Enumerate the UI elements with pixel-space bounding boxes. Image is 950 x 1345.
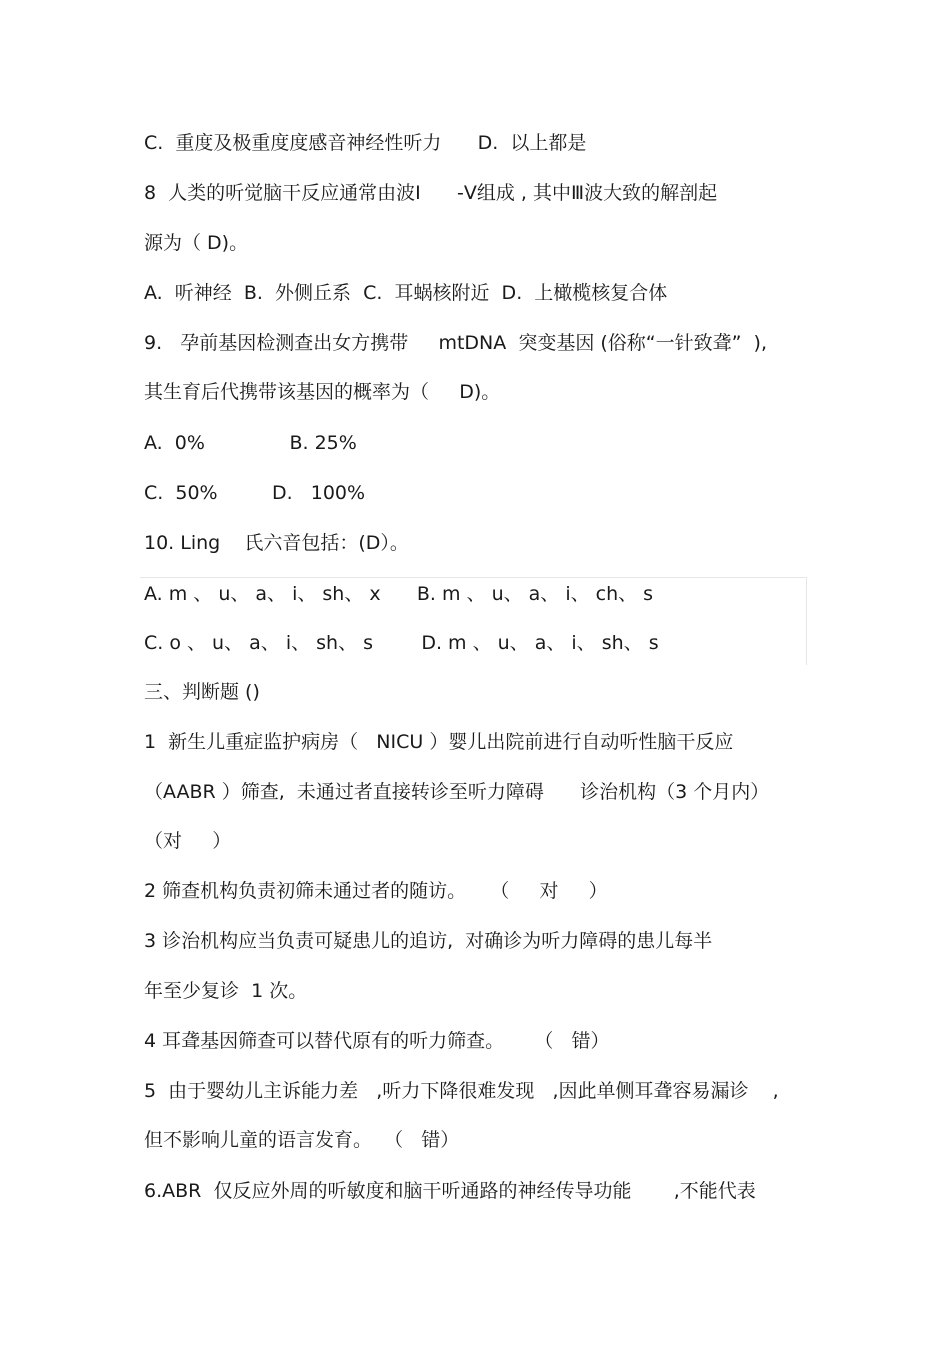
tf6-line1: 6.ABR 仅反应外周的听敏度和脑干听通路的神经传导功能 ,不能代表 — [144, 1180, 756, 1202]
tf1-line1: 1 新生儿重症监护病房（ NICU ）婴儿出院前进行自动听性脑干反应 — [144, 731, 734, 753]
q9-stem-line1: 9. 孕前基因检测查出女方携带 mtDNA 突变基因 (俗称“一针致聋” ), — [144, 332, 767, 354]
q9-options-ab: A. 0% B. 25% — [144, 432, 357, 454]
tf1-line2: （AABR ）筛查, 未通过者直接转诊至听力障碍 诊治机构（3 个月内） — [144, 781, 770, 803]
tf4: 4 耳聋基因筛查可以替代原有的听力筛查。 （ 错） — [144, 1030, 610, 1052]
tf3-line1: 3 诊治机构应当负责可疑患儿的追访, 对确诊为听力障碍的患儿每半 — [144, 930, 713, 952]
q8-stem-line2: 源为（ D)。 — [144, 232, 249, 254]
q10-options-ab: A. m 、 u、 a、 i、 sh、 x B. m 、 u、 a、 i、 ch、 s — [144, 583, 654, 605]
q9-stem-line2: 其生育后代携带该基因的概率为（ D)。 — [144, 381, 501, 403]
q8-options: A. 听神经 B. 外侧丘系 C. 耳蜗核附近 D. 上橄榄核复合体 — [144, 282, 668, 304]
tf3-line2: 年至少复诊 1 次。 — [144, 980, 308, 1002]
q7-options-cd: C. 重度及极重度度感音神经性听力 D. 以上都是 — [144, 132, 587, 154]
tf1-answer: （对 ） — [144, 830, 232, 852]
tf2: 2 筛查机构负责初筛未通过者的随访。 （ 对 ） — [144, 880, 608, 902]
section-heading: 三、判断题 () — [144, 681, 260, 703]
tf5-line1: 5 由于婴幼儿主诉能力差 ,听力下降很难发现 ,因此单侧耳聋容易漏诊 , — [144, 1080, 779, 1102]
q8-stem-line1: 8 人类的听觉脑干反应通常由波Ⅰ -Ⅴ组成 , 其中Ⅲ波大致的解剖起 — [144, 182, 718, 204]
q9-options-cd: C. 50% D. 100% — [144, 482, 366, 504]
q10-options-cd: C. o 、 u、 a、 i、 sh、 s D. m 、 u、 a、 i、 sh、 s — [144, 632, 659, 654]
q10-stem: 10. Ling 氏六音包括：(D）。 — [144, 532, 409, 554]
tf5-line2: 但不影响儿童的语言发育。 （ 错） — [144, 1129, 460, 1151]
